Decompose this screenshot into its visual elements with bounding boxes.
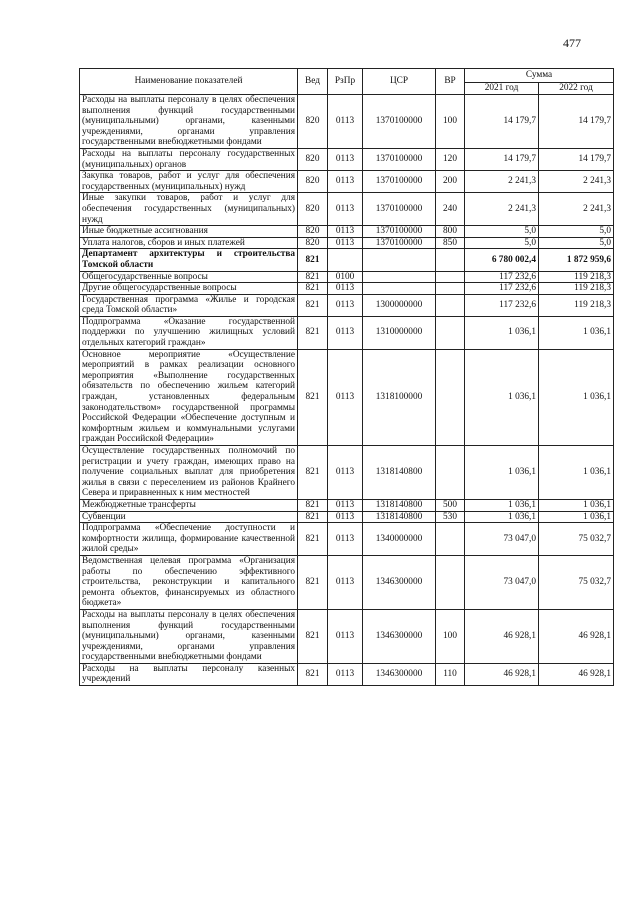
cell-ved: 820 [298,171,328,193]
cell-ved: 820 [298,226,328,238]
cell-name: Субвенции [80,511,298,523]
cell-y2021: 14 179,7 [465,95,539,149]
cell-ved: 821 [298,294,328,316]
table-row [80,226,614,238]
cell-ved: 820 [298,95,328,149]
cell-vr [436,349,465,445]
cell-y2021: 117 232,6 [465,271,539,283]
cell-name: Ведомственная целевая программа «Организация работы по обеспечению эффективного строительства, реконструкции и капитального ремонта объектов, финансируемых из областного бюджета» [80,555,298,609]
cell-name: Иные бюджетные ассигнования [80,226,298,238]
cell-y2022: 119 218,3 [539,283,614,295]
cell-csr: 1300000000 [363,294,436,316]
cell-vr: 530 [436,511,465,523]
cell-vr: 850 [436,237,465,249]
cell-ved: 820 [298,237,328,249]
budget-table [79,68,614,686]
cell-name: Основное мероприятие «Осуществление мероприятий в рамках реализации основного мероприятия «Выполнение государственных обязательств по обеспечению жильем категорий граждан, установленных федеральным законодательством» государственной программы Российской Федерации «Обеспечение доступным и комфортным жильем и коммунальными услугами граждан Российской Федерации» [80,349,298,445]
cell-csr [363,249,436,271]
cell-y2021: 46 928,1 [465,609,539,663]
page-number: 477 [563,36,581,50]
cell-rzpr: 0113 [328,523,363,556]
cell-rzpr: 0100 [328,271,363,283]
cell-y2022: 1 872 959,6 [539,249,614,271]
cell-rzpr: 0113 [328,226,363,238]
cell-csr: 1318140800 [363,511,436,523]
cell-rzpr: 0113 [328,446,363,500]
cell-vr: 500 [436,499,465,511]
cell-y2021: 1 036,1 [465,499,539,511]
table-row [80,283,614,295]
table-row [80,249,614,271]
cell-vr: 100 [436,95,465,149]
cell-rzpr: 0113 [328,663,363,685]
cell-y2021: 1 036,1 [465,316,539,349]
cell-ved: 821 [298,349,328,445]
cell-y2022: 1 036,1 [539,446,614,500]
table-row [80,237,614,249]
cell-name: Подпрограмма «Оказание государственной поддержки по улучшению жилищных условий отдельных категорий граждан» [80,316,298,349]
header-vr: ВР [436,69,465,95]
cell-ved: 821 [298,283,328,295]
table-row [80,511,614,523]
cell-y2021: 5,0 [465,226,539,238]
cell-y2021: 1 036,1 [465,349,539,445]
cell-y2022: 5,0 [539,237,614,249]
cell-ved: 821 [298,446,328,500]
cell-y2022: 1 036,1 [539,499,614,511]
cell-vr: 240 [436,193,465,226]
cell-csr: 1318140800 [363,446,436,500]
cell-csr: 1370100000 [363,226,436,238]
table-row [80,316,614,349]
cell-csr: 1346300000 [363,609,436,663]
cell-csr: 1310000000 [363,316,436,349]
cell-name: Уплата налогов, сборов и иных платежей [80,237,298,249]
cell-y2021: 73 047,0 [465,523,539,556]
table-row [80,349,614,445]
cell-name: Расходы на выплаты персоналу казенных учреждений [80,663,298,685]
cell-rzpr: 0113 [328,237,363,249]
cell-vr [436,316,465,349]
cell-vr [436,523,465,556]
cell-ved: 821 [298,511,328,523]
cell-name: Расходы на выплаты персоналу в целях обеспечения выполнения функций государственными (муниципальными) органами, казенными учреждениями, органами управления государственными внебюджетными фондами [80,95,298,149]
cell-rzpr: 0113 [328,148,363,170]
cell-csr: 1370100000 [363,171,436,193]
cell-csr: 1370100000 [363,148,436,170]
table-body [80,95,614,686]
table-row [80,95,614,149]
cell-name: Межбюджетные трансферты [80,499,298,511]
cell-rzpr: 0113 [328,349,363,445]
cell-csr: 1346300000 [363,663,436,685]
cell-rzpr: 0113 [328,95,363,149]
cell-vr [436,555,465,609]
cell-ved: 821 [298,555,328,609]
cell-rzpr: 0113 [328,511,363,523]
cell-ved: 821 [298,499,328,511]
cell-y2021: 1 036,1 [465,446,539,500]
cell-csr [363,283,436,295]
cell-ved: 820 [298,148,328,170]
table-row [80,193,614,226]
cell-vr [436,294,465,316]
cell-y2022: 75 032,7 [539,555,614,609]
cell-name: Общегосударственные вопросы [80,271,298,283]
cell-y2021: 1 036,1 [465,511,539,523]
cell-name: Расходы на выплаты персоналу государственных (муниципальных) органов [80,148,298,170]
cell-y2022: 5,0 [539,226,614,238]
cell-y2022: 1 036,1 [539,316,614,349]
cell-y2022: 75 032,7 [539,523,614,556]
table-row [80,171,614,193]
cell-rzpr: 0113 [328,609,363,663]
cell-name: Подпрограмма «Обеспечение доступности и комфортности жилища, формирование качественной жилой среды» [80,523,298,556]
cell-y2022: 119 218,3 [539,294,614,316]
cell-csr: 1340000000 [363,523,436,556]
cell-ved: 820 [298,193,328,226]
cell-y2022: 14 179,7 [539,95,614,149]
header-2021: 2021 год [465,83,539,95]
cell-name: Департамент архитектуры и строительства Томской области [80,249,298,271]
cell-rzpr: 0113 [328,193,363,226]
header-rzpr: РзПр [328,69,363,95]
cell-y2022: 1 036,1 [539,511,614,523]
cell-vr [436,446,465,500]
table-row [80,271,614,283]
cell-name: Закупка товаров, работ и услуг для обеспечения государственных (муниципальных) нужд [80,171,298,193]
cell-vr [436,249,465,271]
cell-rzpr: 0113 [328,283,363,295]
cell-y2021: 2 241,3 [465,193,539,226]
cell-ved: 821 [298,609,328,663]
cell-name: Другие общегосударственные вопросы [80,283,298,295]
cell-rzpr: 0113 [328,294,363,316]
cell-csr: 1370100000 [363,95,436,149]
cell-rzpr [328,249,363,271]
cell-ved: 821 [298,316,328,349]
cell-csr: 1346300000 [363,555,436,609]
cell-name: Расходы на выплаты персоналу в целях обеспечения выполнения функций государственными (муниципальными) органами, казенными учреждениями, органами управления государственными внебюджетными фондами [80,609,298,663]
cell-y2021: 14 179,7 [465,148,539,170]
cell-y2022: 46 928,1 [539,609,614,663]
cell-rzpr: 0113 [328,171,363,193]
cell-vr: 200 [436,171,465,193]
cell-rzpr: 0113 [328,316,363,349]
cell-vr: 100 [436,609,465,663]
table-row [80,609,614,663]
header-sum: Сумма [465,69,614,83]
cell-vr: 110 [436,663,465,685]
cell-vr [436,283,465,295]
header-name: Наименование показателей [80,69,298,95]
cell-csr: 1370100000 [363,193,436,226]
cell-y2021: 5,0 [465,237,539,249]
cell-y2021: 117 232,6 [465,294,539,316]
cell-rzpr: 0113 [328,555,363,609]
cell-name: Осуществление государственных полномочий по регистрации и учету граждан, имеющих право на получение социальных выплат для приобретения жилья в связи с переселением из районов Крайнего Севера и приравненных к ним местностей [80,446,298,500]
cell-vr: 800 [436,226,465,238]
cell-ved: 821 [298,663,328,685]
cell-y2022: 2 241,3 [539,171,614,193]
header-2022: 2022 год [539,83,614,95]
cell-vr: 120 [436,148,465,170]
table-row [80,555,614,609]
table-row [80,523,614,556]
table-row [80,499,614,511]
cell-y2021: 46 928,1 [465,663,539,685]
table-row [80,148,614,170]
cell-y2022: 1 036,1 [539,349,614,445]
cell-csr [363,271,436,283]
cell-y2021: 73 047,0 [465,555,539,609]
cell-csr: 1370100000 [363,237,436,249]
cell-csr: 1318100000 [363,349,436,445]
header-ved: Вед [298,69,328,95]
cell-y2021: 2 241,3 [465,171,539,193]
cell-ved: 821 [298,249,328,271]
cell-vr [436,271,465,283]
cell-ved: 821 [298,271,328,283]
cell-name: Иные закупки товаров, работ и услуг для обеспечения государственных (муниципальных) нужд [80,193,298,226]
cell-csr: 1318140800 [363,499,436,511]
cell-rzpr: 0113 [328,499,363,511]
header-csr: ЦСР [363,69,436,95]
cell-y2022: 119 218,3 [539,271,614,283]
cell-y2022: 46 928,1 [539,663,614,685]
cell-y2022: 14 179,7 [539,148,614,170]
cell-y2021: 117 232,6 [465,283,539,295]
cell-ved: 821 [298,523,328,556]
cell-name: Государственная программа «Жилье и городская среда Томской области» [80,294,298,316]
table-row [80,663,614,685]
cell-y2022: 2 241,3 [539,193,614,226]
table-row [80,294,614,316]
cell-y2021: 6 780 002,4 [465,249,539,271]
table-row [80,446,614,500]
